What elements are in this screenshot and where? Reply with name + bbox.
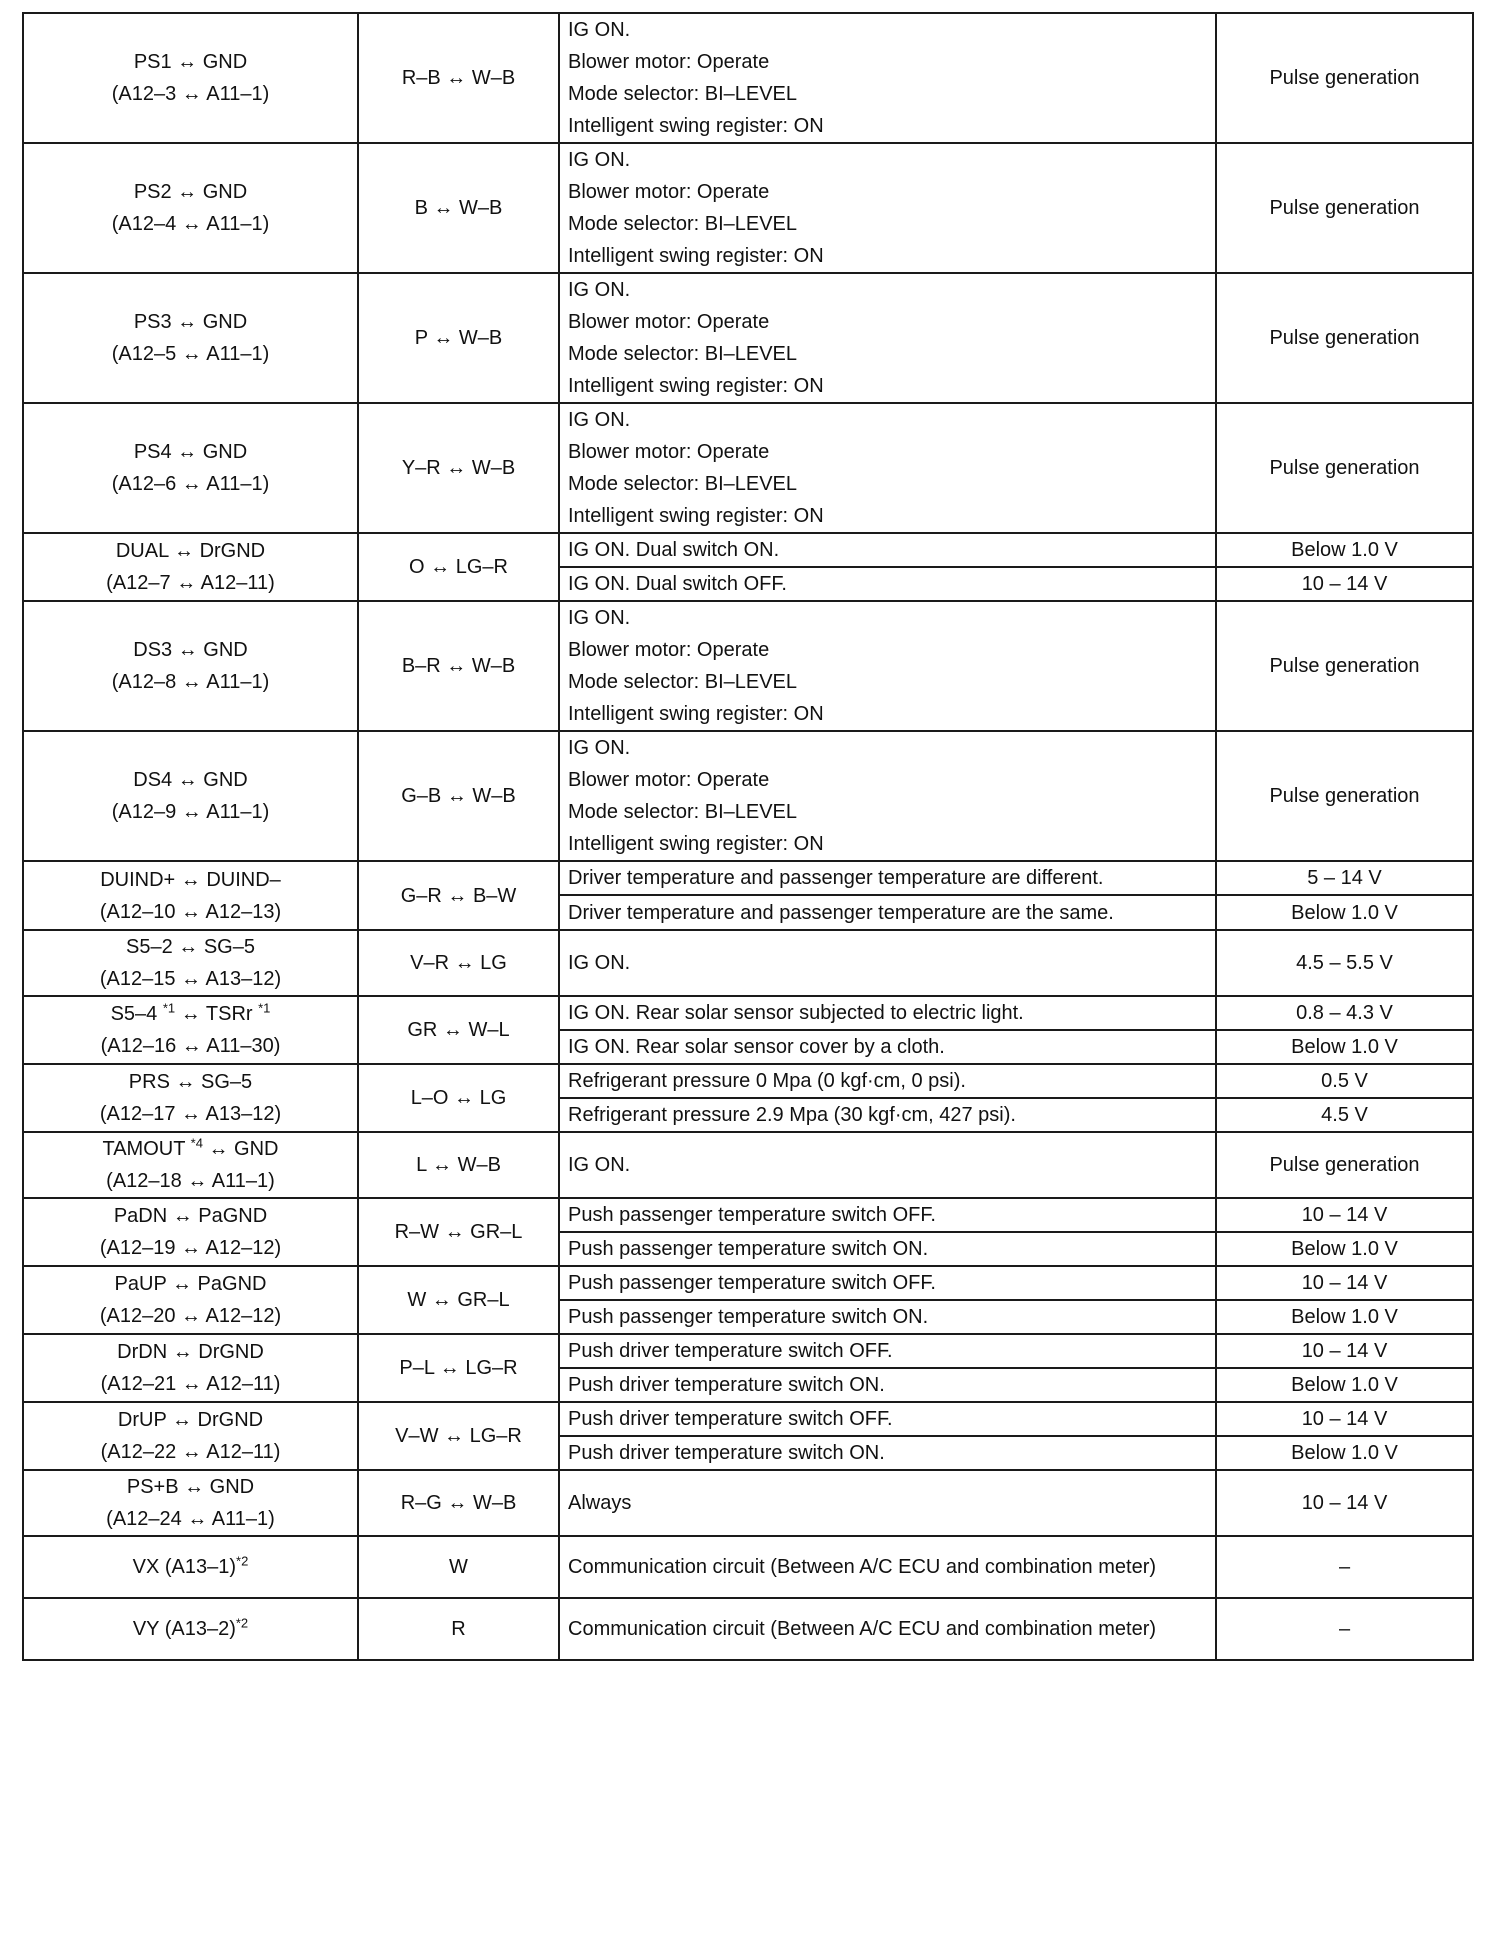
wiring-color-cell: Y–R ↔ W–B bbox=[358, 403, 559, 533]
table-row bbox=[23, 403, 1473, 533]
terminal-cell bbox=[23, 1402, 358, 1470]
wiring-color-cell: P ↔ W–B bbox=[358, 273, 559, 403]
wiring-color-cell: W ↔ GR–L bbox=[358, 1266, 559, 1334]
cell-line: IG ON. bbox=[568, 952, 631, 974]
cell-line: Blower motor: Operate bbox=[568, 311, 770, 333]
condition-cell bbox=[559, 1436, 1216, 1470]
specified-condition-cell: 4.5 V bbox=[1216, 1098, 1473, 1132]
cell-line: IG ON. bbox=[568, 149, 631, 171]
terminal-cell bbox=[23, 1536, 358, 1598]
condition-cell bbox=[559, 1030, 1216, 1064]
cell-line: (A12–22 ↔ A12–11) bbox=[100, 1441, 281, 1463]
cell-line: Intelligent swing register: ON bbox=[568, 833, 824, 855]
condition-cell bbox=[559, 1598, 1216, 1660]
table-row bbox=[23, 1470, 1473, 1536]
wiring-color-cell: L ↔ W–B bbox=[358, 1132, 559, 1198]
cell-line: PS1 ↔ GND bbox=[133, 51, 248, 73]
cell-line: (A12–4 ↔ A11–1) bbox=[111, 213, 270, 235]
terminal-cell bbox=[23, 996, 358, 1064]
terminal-cell bbox=[23, 403, 358, 533]
condition-cell bbox=[559, 1266, 1216, 1300]
specified-condition-cell: Below 1.0 V bbox=[1216, 1030, 1473, 1064]
cell-line: Push passenger temperature switch ON. bbox=[568, 1238, 929, 1260]
table-row bbox=[23, 996, 1473, 1030]
table-row bbox=[23, 1334, 1473, 1368]
table-row bbox=[23, 13, 1473, 143]
table-row bbox=[23, 861, 1473, 895]
table-row bbox=[23, 1132, 1473, 1198]
condition-cell bbox=[559, 1232, 1216, 1266]
cell-line: IG ON. bbox=[568, 737, 631, 759]
terminal-cell bbox=[23, 1334, 358, 1402]
table-row bbox=[23, 1064, 1473, 1098]
cell-line: (A12–21 ↔ A12–11) bbox=[100, 1373, 281, 1395]
cell-line: IG ON. bbox=[568, 19, 631, 41]
condition-cell bbox=[559, 1402, 1216, 1436]
table-row bbox=[23, 1402, 1473, 1436]
cell-line: Push driver temperature switch OFF. bbox=[568, 1340, 893, 1362]
terminal-cell bbox=[23, 273, 358, 403]
terminal-cell bbox=[23, 533, 358, 601]
wiring-color-cell: P–L ↔ LG–R bbox=[358, 1334, 559, 1402]
wiring-color-cell: W bbox=[358, 1536, 559, 1598]
specified-condition-cell: Below 1.0 V bbox=[1216, 1300, 1473, 1334]
cell-line: PRS ↔ SG–5 bbox=[128, 1071, 253, 1093]
specified-condition-cell: – bbox=[1216, 1536, 1473, 1598]
terminal-cell bbox=[23, 1198, 358, 1266]
cell-line: (A12–16 ↔ A11–30) bbox=[100, 1035, 281, 1057]
terminal-cell bbox=[23, 13, 358, 143]
specified-condition-cell: 4.5 – 5.5 V bbox=[1216, 930, 1473, 996]
cell-line: Refrigerant pressure 0 Mpa (0 kgf·cm, 0 psi). bbox=[568, 1070, 966, 1092]
condition-cell bbox=[559, 1470, 1216, 1536]
wiring-color-cell: L–O ↔ LG bbox=[358, 1064, 559, 1132]
table-row bbox=[23, 533, 1473, 567]
wiring-color-cell: G–R ↔ B–W bbox=[358, 861, 559, 930]
cell-line: Refrigerant pressure 2.9 Mpa (30 kgf·cm, 427 psi). bbox=[568, 1104, 1016, 1126]
condition-cell bbox=[559, 567, 1216, 601]
specified-condition-cell: Pulse generation bbox=[1216, 731, 1473, 861]
cell-line: Mode selector: BI–LEVEL bbox=[568, 473, 798, 495]
condition-cell bbox=[559, 731, 1216, 861]
cell-line: (A12–8 ↔ A11–1) bbox=[111, 671, 270, 693]
specified-condition-cell: Below 1.0 V bbox=[1216, 1368, 1473, 1402]
condition-cell bbox=[559, 13, 1216, 143]
condition-cell bbox=[559, 895, 1216, 930]
condition-cell bbox=[559, 1334, 1216, 1368]
cell-line: VY $(A13-2)^{*2}$ bbox=[132, 1615, 249, 1640]
cell-line: Push passenger temperature switch ON. bbox=[568, 1306, 929, 1328]
cell-line: Driver temperature and passenger temperature are different. bbox=[568, 867, 1104, 889]
cell-line: Mode selector: BI–LEVEL bbox=[568, 343, 798, 365]
specified-condition-cell: – bbox=[1216, 1598, 1473, 1660]
cell-line: PS+B ↔ GND bbox=[126, 1476, 255, 1498]
condition-cell bbox=[559, 403, 1216, 533]
specified-condition-cell: 0.5 V bbox=[1216, 1064, 1473, 1098]
terminal-cell bbox=[23, 731, 358, 861]
wiring-color-cell: B ↔ W–B bbox=[358, 143, 559, 273]
terminal-inspection-table bbox=[22, 12, 1474, 1661]
table-row bbox=[23, 930, 1473, 996]
cell-line: S5–4 $^{*1}$ ↔ TSRr $^{*1}$ bbox=[110, 1000, 271, 1025]
cell-line: Push driver temperature switch ON. bbox=[568, 1374, 885, 1396]
cell-line: Blower motor: Operate bbox=[568, 51, 770, 73]
cell-line: (A12–10 ↔ A12–13) bbox=[99, 900, 282, 923]
cell-line: Mode selector: BI–LEVEL bbox=[568, 801, 798, 823]
cell-line: Blower motor: Operate bbox=[568, 639, 770, 661]
cell-line: VX $(A13-1)^{*2}$ bbox=[132, 1553, 249, 1578]
wiring-color-cell: V–W ↔ LG–R bbox=[358, 1402, 559, 1470]
cell-line: Push driver temperature switch ON. bbox=[568, 1442, 885, 1464]
cell-line: TAMOUT $^{*4}$ ↔ GND bbox=[102, 1135, 279, 1160]
terminal-cell bbox=[23, 1132, 358, 1198]
specified-condition-cell: Pulse generation bbox=[1216, 601, 1473, 731]
terminal-cell bbox=[23, 601, 358, 731]
specified-condition-cell: 5 – 14 V bbox=[1216, 861, 1473, 895]
terminal-cell bbox=[23, 1598, 358, 1660]
cell-line: PS3 ↔ GND bbox=[133, 311, 248, 333]
wiring-color-cell: R–B ↔ W–B bbox=[358, 13, 559, 143]
cell-line: PS4 ↔ GND bbox=[133, 441, 248, 463]
cell-line: PS2 ↔ GND bbox=[133, 181, 248, 203]
wiring-color-cell: R bbox=[358, 1598, 559, 1660]
cell-line: (A12–6 ↔ A11–1) bbox=[111, 473, 270, 495]
cell-line: (A12–7 ↔ A12–11) bbox=[106, 572, 275, 594]
wiring-color-cell: R–G ↔ W–B bbox=[358, 1470, 559, 1536]
wiring-color-cell: G–B ↔ W–B bbox=[358, 731, 559, 861]
cell-line: Blower motor: Operate bbox=[568, 441, 770, 463]
terminal-cell bbox=[23, 1266, 358, 1334]
cell-line: IG ON. bbox=[568, 279, 631, 301]
condition-cell bbox=[559, 1536, 1216, 1598]
cell-line: Push passenger temperature switch OFF. bbox=[568, 1204, 936, 1226]
table-row bbox=[23, 1536, 1473, 1598]
cell-line: Intelligent swing register: ON bbox=[568, 505, 824, 527]
cell-line: IG ON. bbox=[568, 1154, 631, 1176]
cell-line: Blower motor: Operate bbox=[568, 769, 770, 791]
specified-condition-cell: Pulse generation bbox=[1216, 273, 1473, 403]
specified-condition-cell: Below 1.0 V bbox=[1216, 533, 1473, 567]
condition-cell bbox=[559, 1098, 1216, 1132]
cell-line: Mode selector: BI–LEVEL bbox=[568, 671, 798, 693]
cell-line: (A12–9 ↔ A11–1) bbox=[111, 801, 270, 823]
cell-line: Communication circuit (Between A/C ECU and combination meter) bbox=[568, 1618, 1157, 1640]
cell-line: Blower motor: Operate bbox=[568, 181, 770, 203]
terminal-cell bbox=[23, 1064, 358, 1132]
cell-line: Intelligent swing register: ON bbox=[568, 375, 824, 397]
cell-line: (A12–18 ↔ A11–1) bbox=[106, 1170, 275, 1192]
cell-line: Communication circuit (Between A/C ECU and combination meter) bbox=[568, 1556, 1157, 1578]
condition-cell bbox=[559, 273, 1216, 403]
cell-line: IG ON. Rear solar sensor cover by a cloth. bbox=[568, 1036, 945, 1058]
specified-condition-cell: 10 – 14 V bbox=[1216, 1470, 1473, 1536]
table-row bbox=[23, 601, 1473, 731]
cell-line: DrUP ↔ DrGND bbox=[117, 1409, 264, 1431]
specified-condition-cell: 10 – 14 V bbox=[1216, 1266, 1473, 1300]
condition-cell bbox=[559, 1198, 1216, 1232]
table-row bbox=[23, 273, 1473, 403]
terminal-cell bbox=[23, 1470, 358, 1536]
terminal-cell bbox=[23, 143, 358, 273]
specified-condition-cell: Below 1.0 V bbox=[1216, 1436, 1473, 1470]
condition-cell bbox=[559, 601, 1216, 731]
cell-line: IG ON. Dual switch ON. bbox=[568, 539, 780, 561]
table-row bbox=[23, 731, 1473, 861]
cell-line: Always bbox=[568, 1492, 632, 1514]
wiring-color-cell: B–R ↔ W–B bbox=[358, 601, 559, 731]
cell-line: (A12–17 ↔ A13–12) bbox=[99, 1103, 282, 1125]
condition-cell bbox=[559, 861, 1216, 895]
specified-condition-cell: Below 1.0 V bbox=[1216, 1232, 1473, 1266]
condition-cell bbox=[559, 1300, 1216, 1334]
condition-cell bbox=[559, 1368, 1216, 1402]
specified-condition-cell: 10 – 14 V bbox=[1216, 1334, 1473, 1368]
cell-line: Push driver temperature switch OFF. bbox=[568, 1408, 893, 1430]
cell-line: IG ON. bbox=[568, 409, 631, 431]
cell-line: DS4 ↔ GND bbox=[133, 769, 248, 791]
cell-line: IG ON. bbox=[568, 607, 631, 629]
wiring-color-cell: GR ↔ W–L bbox=[358, 996, 559, 1064]
cell-line: DUAL ↔ DrGND bbox=[115, 540, 266, 562]
table-row bbox=[23, 143, 1473, 273]
table-row bbox=[23, 1598, 1473, 1660]
cell-line: DS3 ↔ GND bbox=[133, 639, 248, 661]
specified-condition-cell: Pulse generation bbox=[1216, 403, 1473, 533]
condition-cell bbox=[559, 143, 1216, 273]
cell-line: Mode selector: BI–LEVEL bbox=[568, 83, 798, 105]
specified-condition-cell: Pulse generation bbox=[1216, 13, 1473, 143]
specified-condition-cell: Below 1.0 V bbox=[1216, 895, 1473, 930]
table-row bbox=[23, 1266, 1473, 1300]
cell-line: DrDN ↔ DrGND bbox=[117, 1341, 264, 1363]
cell-line: (A12–5 ↔ A11–1) bbox=[111, 343, 270, 365]
wiring-color-cell: O ↔ LG–R bbox=[358, 533, 559, 601]
cell-line: (A12–15 ↔ A13–12) bbox=[99, 968, 282, 990]
terminal-cell bbox=[23, 861, 358, 930]
cell-line: IG ON. Rear solar sensor subjected to electric light. bbox=[568, 1002, 1024, 1024]
condition-cell bbox=[559, 1064, 1216, 1098]
wiring-color-cell: R–W ↔ GR–L bbox=[358, 1198, 559, 1266]
cell-line: (A12–20 ↔ A12–12) bbox=[99, 1305, 282, 1327]
wiring-color-cell: V–R ↔ LG bbox=[358, 930, 559, 996]
cell-line: DUIND+ ↔ DUIND– bbox=[100, 868, 281, 891]
cell-line: S5–2 ↔ SG–5 bbox=[126, 936, 255, 958]
condition-cell bbox=[559, 996, 1216, 1030]
cell-line: (A12–19 ↔ A12–12) bbox=[99, 1237, 282, 1259]
cell-line: Intelligent swing register: ON bbox=[568, 115, 824, 137]
cell-line: Driver temperature and passenger temperature are the same. bbox=[568, 901, 1114, 924]
specified-condition-cell: 10 – 14 V bbox=[1216, 1198, 1473, 1232]
condition-cell bbox=[559, 533, 1216, 567]
condition-cell bbox=[559, 930, 1216, 996]
terminal-cell bbox=[23, 930, 358, 996]
cell-line: (A12–3 ↔ A11–1) bbox=[111, 83, 270, 105]
cell-line: (A12–24 ↔ A11–1) bbox=[106, 1508, 275, 1530]
specified-condition-cell: Pulse generation bbox=[1216, 143, 1473, 273]
specified-condition-cell: 10 – 14 V bbox=[1216, 567, 1473, 601]
cell-line: Intelligent swing register: ON bbox=[568, 245, 824, 267]
specified-condition-cell: 0.8 – 4.3 V bbox=[1216, 996, 1473, 1030]
table-row bbox=[23, 1198, 1473, 1232]
cell-line: PaUP ↔ PaGND bbox=[114, 1273, 267, 1295]
cell-line: IG ON. Dual switch OFF. bbox=[568, 573, 787, 595]
cell-line: Push passenger temperature switch OFF. bbox=[568, 1272, 936, 1294]
specified-condition-cell: 10 – 14 V bbox=[1216, 1402, 1473, 1436]
cell-line: Mode selector: BI–LEVEL bbox=[568, 213, 798, 235]
cell-line: Intelligent swing register: ON bbox=[568, 703, 824, 725]
condition-cell bbox=[559, 1132, 1216, 1198]
cell-line: PaDN ↔ PaGND bbox=[113, 1205, 268, 1227]
specified-condition-cell: Pulse generation bbox=[1216, 1132, 1473, 1198]
